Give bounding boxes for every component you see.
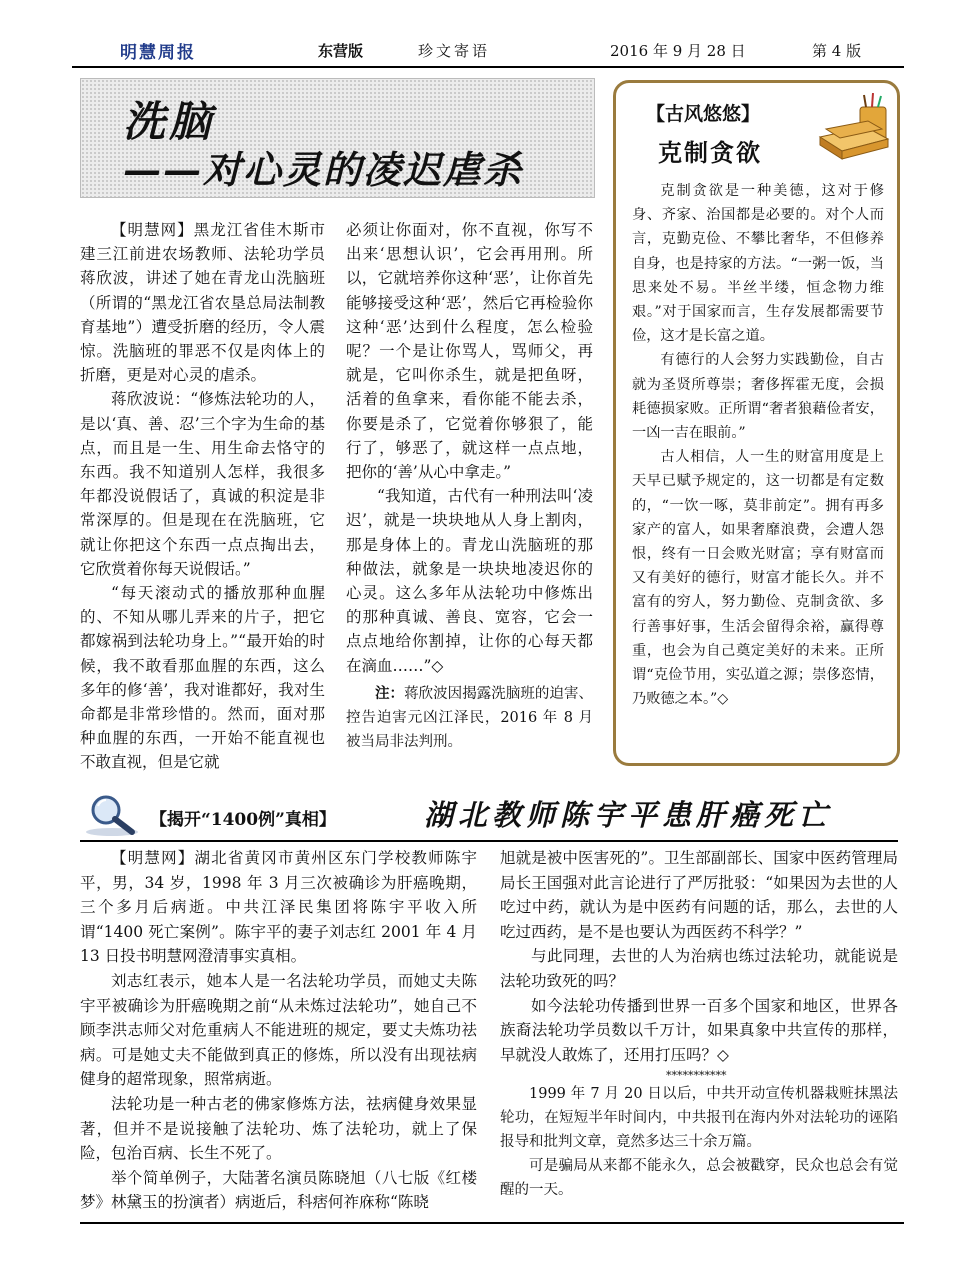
article2-column-1 bbox=[80, 846, 477, 1215]
paragraph: 【明慧网】黑龙江省佳木斯市建三江前进农场教师、法轮功学员蒋欣波，讲述了她在青龙山洗脑班（所谓的“黑龙江省农垦总局法制教育基地”）遭受折磨的经历，令人震惊。洗脑班的罪恶不仅是肉体上的折磨，更是对心灵的虐杀。 bbox=[80, 221, 325, 385]
paragraph: 1999 年 7 月 20 日以后，中共开动宣传机器栽赃抹黑法轮功，在短短半年时间内，中共报刊在海内外对法轮功的诬陷报导和批判文章，竟然多达三十余万篇。 bbox=[500, 1086, 898, 1150]
header-rule bbox=[72, 66, 904, 68]
article-note bbox=[346, 682, 593, 754]
separator-stars: *********** bbox=[666, 1069, 727, 1082]
article-subtitle: ——对心灵的凌迟虐杀 bbox=[123, 147, 524, 192]
paragraph: 有德行的人会努力实践勤俭，自古就为圣贤所尊崇；奢侈挥霍无度，会损耗德损家败。正所谓“奢者狼藉俭者安，一凶一吉在眼前。” bbox=[632, 352, 884, 442]
article2-title: 湖北教师陈宇平患肝癌死亡 bbox=[424, 798, 833, 832]
sidebar-title: 克制贪欲 bbox=[658, 138, 762, 167]
page-number: 第 4 版 bbox=[812, 42, 862, 60]
article1-column-1 bbox=[80, 218, 325, 775]
paragraph: 克制贪欲是一种美德，这对于修身、齐家、治国都是必要的。对个人而言，克勤克俭、不攀比奢华，不但修养自身，也是持家的方法。“一粥一饭，当思来处不易。半丝半缕，恒念物力维艰。”对于国家而言，生存发展都需要节俭，这才是长富之道。 bbox=[632, 183, 884, 345]
paragraph: 旭就是被中医害死的”。卫生部副部长、国家中医药管理局局长王国强对此言论进行了严厉批驳：“如果因为去世的人吃过中药，就认为是中医药有问题的话，那么，去世的人吃过西药，是不是也要认为西医药不科学？” bbox=[500, 849, 898, 941]
article2-column-2 bbox=[500, 846, 898, 1067]
paragraph: 法轮功是一种古老的佛家修炼方法，祛病健身效果显著，但并不是说接触了法轮功、炼了法轮功，就上了保险，包治百病、长生不死了。 bbox=[80, 1094, 477, 1163]
paragraph: 必须让你面对，你不直视，你写不出来‘思想认识’，它会再用刑。所以，它就培养你这种‘恶’，让你首先能够接受这种‘恶’，然后它再检验你这种‘恶’达到什么程度，怎么检验呢？一个是让你骂人，骂师父，再就是，它叫你杀生，就是把鱼呀，活着的鱼拿来，看你能不能去杀，你要是杀了，它觉着你够狠了，能行了，够恶了，就这样一点点地，把你的‘善’从心中拿走。” bbox=[346, 221, 593, 482]
paragraph: 如今法轮功传播到世界一百多个国家和地区，世界各族裔法轮功学员数以千万计，如果真象中共宣传的那样，早就没人敢炼了，还用打压吗？◇ bbox=[500, 996, 898, 1064]
paragraph: 与此同理，去世的人为治病也练过法轮功，就能说是法轮功致死的吗？ bbox=[500, 947, 898, 990]
paragraph: 举个简单例子，大陆著名演员陈晓旭（八七版《红楼梦》林黛玉的扮演者）病逝后，科痞何祚庥称“陈晓 bbox=[80, 1168, 477, 1212]
section-tag: 【揭开“1400例”真相】 bbox=[150, 810, 336, 830]
note-label: 注： bbox=[375, 684, 405, 702]
article-title: 洗脑 bbox=[123, 97, 216, 146]
paragraph: 可是骗局从来都不能永久，总会被戳穿，民众也总会有觉醒的一天。 bbox=[500, 1158, 898, 1198]
paragraph: “每天滚动式的播放那种血腥的、不知从哪儿弄来的片子，把它都嫁祸到法轮功身上。”“最开始的时候，我不敢看那血腥的东西，这么多年的修‘善’，我对谁都好，我对生命都是非常珍惜的。然而，面对那种血腥的东西，一开始不能直视也不敢直视，但是它就 bbox=[80, 584, 325, 772]
paragraph: 刘志红表示，她本人是一名法轮功学员，而她丈夫陈宇平被确诊为肝癌晚期之前“从未炼过法轮功”，她自己不顾李洪志师父对危重病人不能进班的规定，要丈夫炼功祛病。可是她丈夫不能做到真正的修炼，所以没有出现祛病健身的超常现象，照常病逝。 bbox=[80, 971, 477, 1089]
paragraph: 蒋欣波说：“修炼法轮功的人，是以‘真、善、忍’三个字为生命的基点，而且是一生、用生命去恪守的东西。我不知道别人怎样，我很多年都没说假话了，真诚的积淀是非常深厚的。但是现在在洗脑班，它就让你把这个东西一点点掏出去，它欣赏着你每天说假话。” bbox=[80, 390, 325, 578]
section-rule bbox=[80, 840, 898, 842]
page-header bbox=[0, 36, 978, 66]
article-title-box bbox=[80, 78, 595, 198]
column-name: 珍文寄语 bbox=[418, 42, 491, 60]
books-and-pencils-icon bbox=[816, 93, 892, 163]
article1-column-2 bbox=[346, 218, 593, 754]
paragraph: “我知道，古代有一种刑法叫‘凌迟’，就是一块块地从人身上割肉，那是身体上的。青龙山洗脑班的那种做法，就象是一块块地凌迟你的心灵。这么多年从法轮功中修炼出的那种真诚、善良、宽容，它会一点点地给你割掉，让你的心每天都在滴血……”◇ bbox=[346, 487, 593, 675]
footer-rule bbox=[80, 1222, 904, 1224]
paper-name: 明慧周报 bbox=[120, 43, 196, 63]
edition: 东营版 bbox=[318, 42, 364, 60]
sidebar-tag: 【古风悠悠】 bbox=[646, 103, 761, 125]
paragraph: 【明慧网】湖北省黄冈市黄州区东门学校教师陈宇平，男，34 岁，1998 年 3 月三次被确诊为肝癌晚期，三个多月后病逝。中共江泽民集团将陈宇平收入所谓“1400 死亡案例”。陈宇平的妻子刘志红 2001 年 4 月 13 日投书明慧网澄清事实真相。 bbox=[80, 849, 477, 966]
paragraph: 古人相信，人一生的财富用度是上天早已赋予规定的，这一切都是有定数的，“一饮一啄，莫非前定”。拥有再多家产的富人，如果奢靡浪费，会遭人怨恨，终有一日会败光财富；享有财富而又有美好的德行，财富才能长久。并不富有的穷人，努力勤俭、克制贪欲、多行善事好事，生活会留得余裕，赢得尊重，也会为自己奠定美好的未来。正所谓“克俭节用，实弘道之源；崇侈恣情，乃败德之本。”◇ bbox=[632, 449, 884, 708]
issue-date: 2016 年 9 月 28 日 bbox=[610, 42, 746, 60]
magnifier-icon bbox=[84, 792, 142, 838]
note-text: 蒋欣波因揭露洗脑班的迫害、控告迫害元凶江泽民，2016 年 8 月被当局非法判刑。 bbox=[346, 685, 594, 750]
sidebar-box bbox=[613, 80, 900, 766]
sidebar-body bbox=[632, 179, 884, 711]
closing-note bbox=[500, 1082, 898, 1202]
